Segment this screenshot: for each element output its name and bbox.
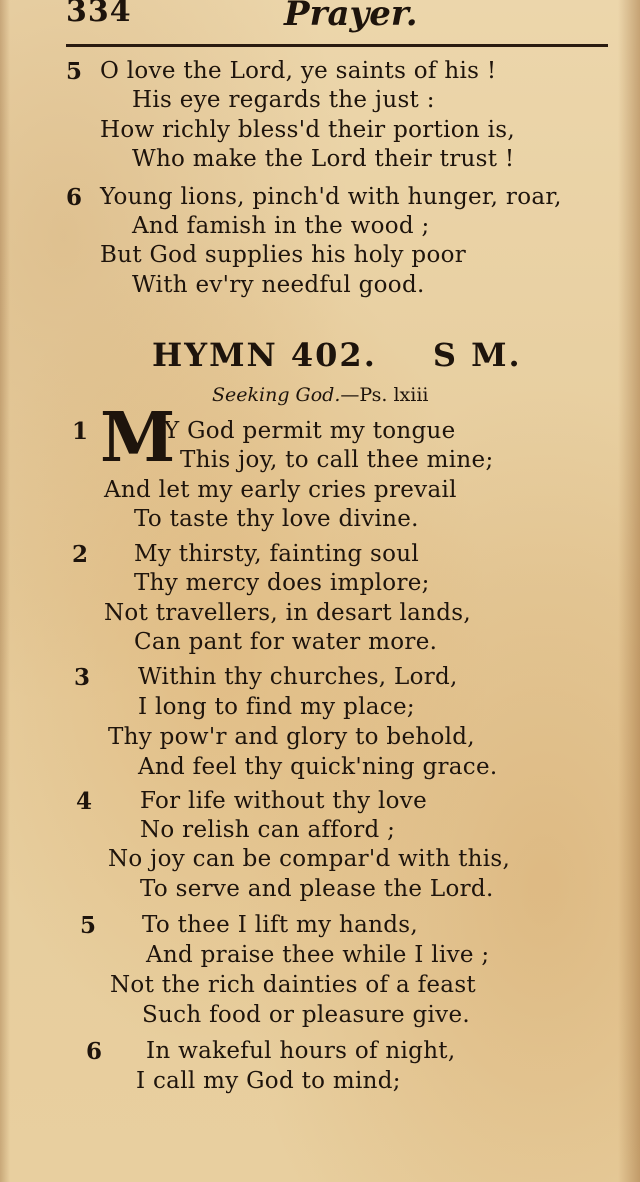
- drop-cap: M: [100, 398, 176, 478]
- header-rule: [66, 44, 608, 47]
- verse-number: 5: [66, 58, 83, 85]
- page-number: 334: [66, 0, 132, 29]
- verse-line: Y God permit my tongue: [164, 418, 456, 444]
- page-edge-shadow-left: [0, 0, 10, 1182]
- hymn-meter: S M.: [432, 336, 522, 374]
- verse-number: 6: [66, 184, 83, 211]
- hymn-title: HYMN 402.: [152, 336, 377, 374]
- running-title: Prayer.: [284, 0, 418, 34]
- verse-line: O love the Lord, ye saints of his !: [100, 58, 497, 84]
- verse-line: To serve and please the Lord.: [140, 876, 494, 902]
- verse-line: No relish can afford ;: [140, 817, 396, 843]
- verse-line: My thirsty, fainting soul: [134, 541, 420, 567]
- verse-line: In wakeful hours of night,: [146, 1038, 456, 1064]
- verse-line: And feel thy quick'ning grace.: [138, 754, 498, 780]
- verse-number: 3: [74, 664, 91, 691]
- verse-line: And famish in the wood ;: [132, 213, 430, 239]
- verse-line: For life without thy love: [140, 788, 427, 814]
- verse-line: But God supplies his holy poor: [100, 242, 467, 268]
- verse-line: Such food or pleasure give.: [142, 1002, 470, 1028]
- verse-line: I long to find my place;: [138, 694, 415, 720]
- hymn-heading: [152, 336, 522, 374]
- hymn-subtitle: [212, 384, 429, 406]
- page-header: [0, 0, 640, 50]
- page-edge-shadow-right: [618, 0, 640, 1182]
- verse-line: With ev'ry needful good.: [132, 272, 425, 298]
- verse-line: No joy can be compar'd with this,: [108, 846, 511, 872]
- verse-line: Not the rich dainties of a feast: [110, 972, 476, 998]
- verse-line: His eye regards the just :: [132, 87, 435, 113]
- verse-line: Who make the Lord their trust !: [132, 146, 515, 172]
- verse-number: 1: [72, 418, 89, 445]
- hymn-theme: Seeking God.: [212, 384, 341, 406]
- verse-number: 4: [76, 788, 93, 815]
- verse-line: Can pant for water more.: [134, 629, 438, 655]
- verse-line: And let my early cries prevail: [104, 477, 457, 503]
- verse-line: Within thy churches, Lord,: [138, 664, 458, 690]
- verse-line: I call my God to mind;: [136, 1068, 401, 1094]
- verse-number: 5: [80, 912, 97, 939]
- verse-line: Not travellers, in desart lands,: [104, 600, 472, 626]
- verse-number: 2: [72, 541, 89, 568]
- verse-line: And praise thee while I live ;: [146, 942, 490, 968]
- verse-line: To taste thy love divine.: [134, 506, 419, 532]
- scripture-reference: —Ps. lxiii: [340, 384, 429, 406]
- verse-line: Young lions, pinch'd with hunger, roar,: [100, 184, 562, 210]
- verse-line: This joy, to call thee mine;: [180, 447, 494, 473]
- verse-line: To thee I lift my hands,: [142, 912, 418, 938]
- verse-number: 6: [86, 1038, 103, 1065]
- verse-line: Thy mercy does implore;: [134, 570, 430, 596]
- verse-line: Thy pow'r and glory to behold,: [108, 724, 475, 750]
- verse-line: How richly bless'd their portion is,: [100, 117, 515, 143]
